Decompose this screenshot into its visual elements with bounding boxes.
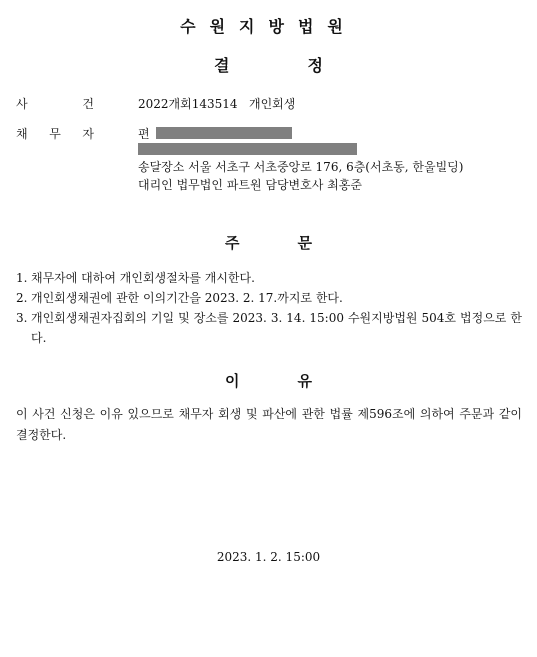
order-heading xyxy=(0,232,537,253)
service-address: 송달장소 서울 서초구 서초중앙로 176, 6층(서초동, 한울빌딩) xyxy=(138,160,464,174)
order-item-number: 1. xyxy=(16,271,28,285)
order-list xyxy=(16,268,522,348)
order-item-number: 3. xyxy=(16,311,28,325)
reason-heading-right: 유 xyxy=(297,372,312,390)
reason-heading-left: 이 xyxy=(225,372,240,390)
debtor-label-text: 채 무 자 xyxy=(16,127,94,141)
document-type-right: 정 xyxy=(307,56,323,75)
order-item-text: 개인회생채권에 관한 이의기간을 2023. 2. 17.까지로 한다. xyxy=(31,291,343,305)
document-type-heading xyxy=(0,53,537,76)
case-label-text: 사 건 xyxy=(16,97,94,111)
order-item-text: 개인회생채권자집회의 기일 및 장소를 2023. 3. 14. 15:00 수원지방법원 504호 법정으로 한다. xyxy=(31,311,522,345)
case-number-value: 2022개회143514 xyxy=(138,97,238,111)
redacted-debtor-name xyxy=(156,127,292,139)
document-type-left: 결 xyxy=(214,56,230,75)
order-heading-right: 문 xyxy=(297,234,312,252)
legal-agent: 대리인 법무법인 파트원 담당변호사 최홍준 xyxy=(138,178,362,192)
debtor-label xyxy=(16,125,94,142)
order-item-text: 채무자에 대하여 개인회생절차를 개시한다. xyxy=(31,271,255,285)
debtor-name-prefix: 편 xyxy=(138,127,150,141)
redacted-debtor-address xyxy=(138,143,357,155)
case-type-value: 개인회생 xyxy=(249,97,296,111)
order-item xyxy=(16,268,522,288)
order-item-number: 2. xyxy=(16,291,28,305)
order-item xyxy=(16,308,522,348)
order-item xyxy=(16,288,522,308)
case-number xyxy=(138,95,295,112)
case-label xyxy=(16,95,94,112)
decision-date: 2023. 1. 2. 15:00 xyxy=(216,550,321,564)
reason-text: 이 사건 신청은 이유 있으므로 채무자 회생 및 파산에 관한 법률 제596조에 의하여 주문과 같이 결정한다. xyxy=(16,407,522,442)
court-name: 수원지방법원 xyxy=(180,17,357,36)
reason-heading xyxy=(0,370,537,391)
order-heading-left: 주 xyxy=(225,234,240,252)
